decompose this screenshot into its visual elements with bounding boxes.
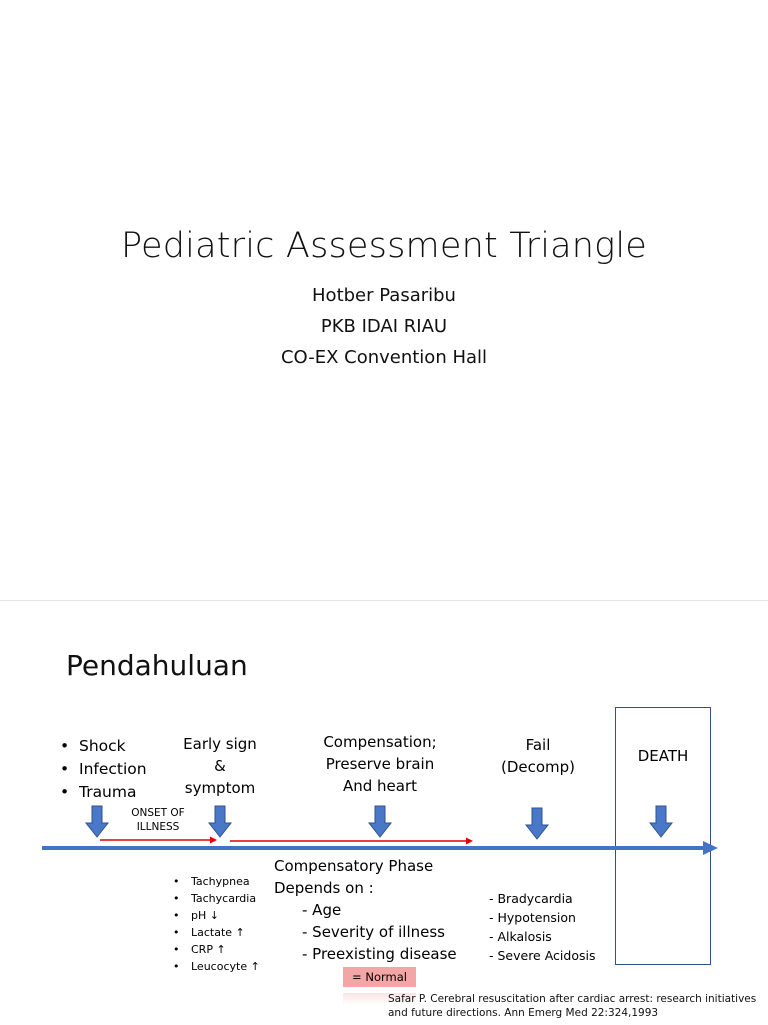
down-arrow-icon [369, 806, 391, 837]
compensation-label [310, 731, 450, 797]
phase-item: - Preexisting disease [302, 945, 457, 963]
fail-sign-item: - Bradycardia [489, 891, 573, 906]
onset-label [118, 806, 198, 834]
early-signs-list [173, 873, 260, 975]
sign-item: • CRP ↑ [173, 941, 260, 958]
phase-heading: Compensatory Phase [274, 857, 434, 875]
compensation-line: Compensation; [323, 733, 437, 751]
sign-item: • Leucocyte ↑ [173, 958, 260, 975]
phase-depends: Depends on : [274, 879, 374, 897]
fail-sign-item: - Severe Acidosis [489, 948, 596, 963]
phase-item: - Age [302, 901, 342, 919]
onset-red-arrowhead [210, 837, 217, 844]
venue-name: CO-EX Convention Hall [280, 347, 488, 368]
compensation-red-arrowhead [466, 838, 473, 845]
down-arrow-icon [86, 806, 108, 837]
fail-sign-item: - Hypotension [489, 910, 576, 925]
fail-line: Fail [525, 736, 551, 754]
compensatory-phase-block [274, 855, 457, 965]
event-name: PKB IDAI RIAU [320, 316, 448, 337]
fail-label [488, 734, 588, 778]
cause-item: • Trauma [60, 781, 147, 804]
early-sign-label [170, 733, 270, 799]
slide-title: Pediatric Assessment Triangle [120, 226, 648, 266]
slide2-title: Pendahuluan [66, 649, 248, 682]
compensation-line: And heart [342, 777, 418, 795]
down-arrow-icon [650, 806, 672, 837]
fail-signs-list [489, 889, 595, 965]
cause-list [60, 735, 147, 804]
sign-item: • Tachycardia [173, 890, 260, 907]
sign-item: • Lactate ↑ [173, 924, 260, 941]
fail-sign-item: - Alkalosis [489, 929, 552, 944]
death-label: DEATH [637, 747, 689, 765]
citation: Safar P. Cerebral resuscitation after cardiac arrest: research initiatives and future directions. Ann Emerg Med 22:324,1993 [388, 993, 757, 1019]
timeline-arrowhead [703, 841, 718, 855]
author-name: Hotber Pasaribu [312, 285, 456, 306]
cause-item: • Shock [60, 735, 147, 758]
cause-item: • Infection [60, 758, 147, 781]
onset-line: ONSET OF [131, 807, 185, 819]
normal-tag: = Normal [343, 967, 416, 987]
early-sign-line: Early sign [183, 735, 257, 753]
compensation-line: Preserve brain [325, 755, 435, 773]
down-arrow-icon [526, 808, 548, 839]
early-sign-line: & [214, 757, 226, 775]
onset-line: ILLNESS [136, 821, 180, 833]
down-arrow-icon [209, 806, 231, 837]
sign-item: • pH ↓ [173, 907, 260, 924]
early-sign-line: symptom [184, 779, 256, 797]
fail-line: (Decomp) [500, 758, 576, 776]
pendahuluan-slide [0, 600, 768, 1025]
sign-item: • Tachypnea [173, 873, 260, 890]
phase-item: - Severity of illness [302, 923, 445, 941]
